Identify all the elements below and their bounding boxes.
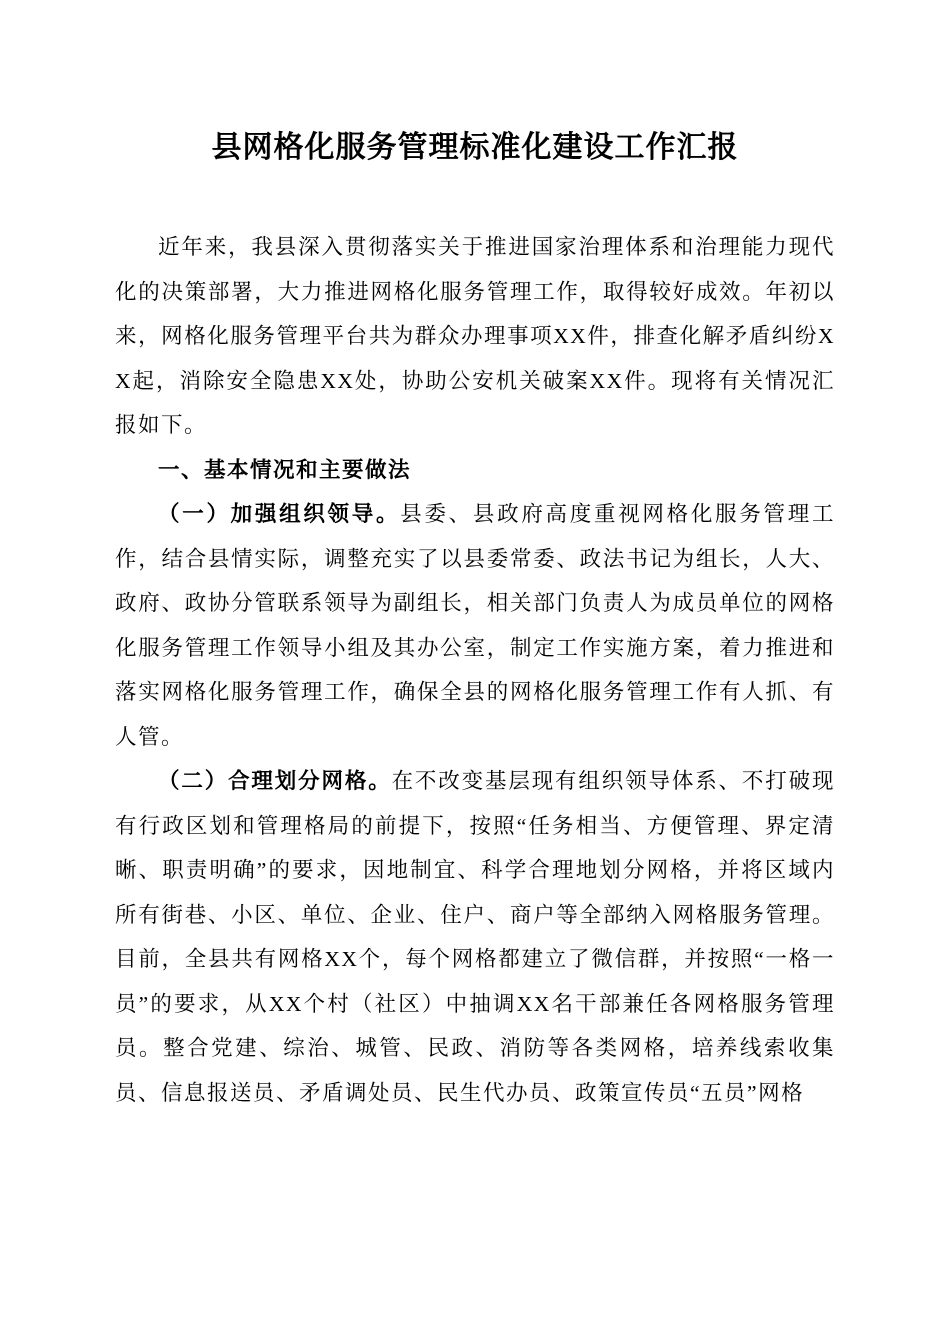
section-heading-1: 一、基本情况和主要做法 [158, 457, 412, 482]
document-title: 县网格化服务管理标准化建设工作汇报 [211, 131, 739, 164]
paragraph-text: 县委、县政府高度重视网格化服务管理工作，结合县情实际，调整充实了以县委常委、政法书记为组长，人大、政府、政协分管联系领导为副组长，相关部门负责人为成员单位的网格化服务管理工作领导小组及其办公室，制定工作实施方案，着力推进和落实网格化服务管理工作，确保全县的网格化服务管理工作有人抓、有人管。 [115, 502, 835, 749]
paragraph-text: 在不改变基层现有组织领导体系、不打破现有行政区划和管理格局的前提下，按照“任务相当、方便管理、界定清晰、职责明确”的要求，因地制宜、科学合理地划分网格，并将区域内所有街巷、小区、单位、企业、住户、商户等全部纳入网格服务管理。目前，全县共有网格XX个，每个网格都建立了微信群，并按照“一格一员”的要求，从XX个村（社区）中抽调XX名干部兼任各网格服务管理员。整合党建、综治、城管、民政、消防等各类网格，培养线索收集员、信息报送员、矛盾调处员、民生代办员、政策宣传员“五员”网格 [115, 769, 835, 1105]
paragraph-organization-leadership [115, 492, 835, 759]
paragraph-grid-division [115, 759, 835, 1115]
paragraph-lead: （一）加强组织领导。 [158, 502, 401, 526]
paragraph-lead: （二）合理划分网格。 [158, 769, 392, 793]
paragraph-intro: 近年来，我县深入贯彻落实关于推进国家治理体系和治理能力现代化的决策部署，大力推进网格化服务管理工作，取得较好成效。年初以来，网格化服务管理平台共为群众办理事项XX件，排查化解矛盾纠纷XX起，消除安全隐患XX处，协助公安机关破案XX件。现将有关情况汇报如下。 [115, 235, 835, 437]
